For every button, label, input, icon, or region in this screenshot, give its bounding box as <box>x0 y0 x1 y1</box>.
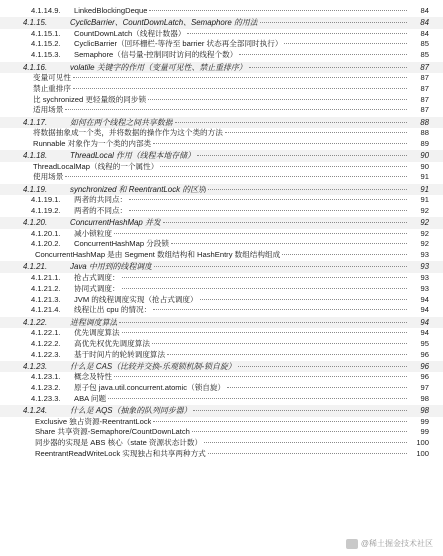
dot-leader <box>153 421 407 422</box>
toc-entry-number: 4.1.18. <box>23 151 48 161</box>
toc-entry-title: 抢占式调度： <box>74 272 120 282</box>
toc-entry-title: Share 共享资源-Semaphore/CountDownLatch <box>35 427 190 437</box>
toc-entry-title: 变量可见性 <box>33 72 71 82</box>
toc-entry-title: Java 中用到的线程调度 <box>70 262 152 272</box>
dot-leader <box>171 243 407 244</box>
toc-entry-title: 适用场景 <box>33 105 64 115</box>
toc-page-number: 88 <box>420 128 429 138</box>
toc-page-number: 93 <box>420 262 429 272</box>
toc-entry-title: CyclicBarrier、CountDownLatch、Semaphore 的用法 <box>70 18 258 28</box>
toc-entry-title: CountDownLatch（线程计数器） <box>74 28 186 38</box>
toc-entry-number: 4.1.16. <box>23 62 48 72</box>
toc-entry-title: ConcurrentHashMap 是由 Segment 数组结构和 HashEntry 数组结构组成 <box>35 250 281 260</box>
dot-leader <box>154 266 407 267</box>
toc-entry-number: 4.1.22.1. <box>31 327 61 337</box>
toc-page-number: 90 <box>420 161 429 171</box>
toc-page-number: 87 <box>420 83 429 93</box>
toc-entry[interactable] <box>0 73 443 84</box>
toc-entry-number: 4.1.19.1. <box>31 195 61 205</box>
toc-page-number: 89 <box>420 138 429 148</box>
toc-entry-number: 4.1.17. <box>23 117 48 127</box>
toc-entry-number: 4.1.15.1. <box>31 28 61 38</box>
dot-leader <box>282 254 407 255</box>
toc-entry-number: 4.1.23. <box>23 361 48 371</box>
dot-leader <box>114 233 407 234</box>
dot-leader <box>284 43 407 44</box>
toc-page-number: 91 <box>420 195 429 205</box>
toc-entry-title: 原子包 java.util.concurrent.atomic（锁自旋） <box>74 383 226 393</box>
toc-entry-title: 进程调度算法 <box>70 317 118 327</box>
toc-entry-title: ConcurrentHashMap 分段锁 <box>74 239 169 249</box>
toc-entry-number: 4.1.22.3. <box>31 349 61 359</box>
toc-page-number: 94 <box>420 317 429 327</box>
toc-page-number: 98 <box>420 406 429 416</box>
dot-leader <box>149 10 407 11</box>
toc-section-heading[interactable] <box>0 17 443 28</box>
toc-entry-title: JVM 的线程调度实现（抢占式调度） <box>74 294 198 304</box>
toc-page-number: 87 <box>420 72 429 82</box>
toc-entry-title: 同步器的实现是 ABS 核心（state 资源状态计数） <box>35 438 203 448</box>
toc-page-number: 100 <box>416 449 429 459</box>
toc-entry-title: 什么是 CAS（比较并交换-乐观锁机制-锁自旋） <box>70 361 236 371</box>
toc-entry-number: 4.1.15.2. <box>31 39 61 49</box>
toc-entry[interactable] <box>0 39 443 50</box>
toc-page-number: 93 <box>420 283 429 293</box>
toc-entry-number: 4.1.21.3. <box>31 294 61 304</box>
toc-entry-title: 线程让出 cpu 的情况： <box>74 305 152 315</box>
dot-leader <box>208 453 407 454</box>
toc-page-number: 91 <box>420 172 429 182</box>
toc-entry-number: 4.1.19. <box>23 184 48 194</box>
toc-page-number: 92 <box>420 205 429 215</box>
toc-entry-title: LinkedBlockingDeque <box>74 6 148 15</box>
dot-leader <box>160 166 407 167</box>
dot-leader <box>225 132 407 133</box>
toc-page-number: 91 <box>420 184 429 194</box>
toc-entry[interactable] <box>0 372 443 383</box>
toc-entry[interactable] <box>0 6 443 17</box>
toc-page-number: 92 <box>420 228 429 238</box>
toc-section-heading[interactable] <box>0 150 443 161</box>
toc-entry-title: ABA 问题 <box>74 393 107 403</box>
toc-entry-number: 4.1.23.2. <box>31 383 61 393</box>
toc-page-number: 96 <box>420 349 429 359</box>
toc-entry[interactable] <box>0 162 443 173</box>
toc-page-number: 93 <box>420 250 429 260</box>
toc-entry-number: 4.1.24. <box>23 406 48 416</box>
toc-entry[interactable] <box>0 29 443 40</box>
toc-page-number: 96 <box>420 361 429 371</box>
toc-entry-number: 4.1.22.2. <box>31 338 61 348</box>
toc-entry[interactable] <box>0 383 443 394</box>
toc-entry-title: 两者的共同点： <box>74 195 128 205</box>
dot-leader <box>175 122 407 123</box>
toc-page-number: 93 <box>420 272 429 282</box>
toc-page-number: 94 <box>420 327 429 337</box>
toc-page-number: 94 <box>420 305 429 315</box>
toc-entry[interactable] <box>0 305 443 316</box>
toc-entry-title: volatile 关键字的作用（变量可见性、禁止重排序） <box>70 62 247 72</box>
toc-entry-number: 4.1.20. <box>23 218 48 228</box>
toc-entry[interactable] <box>0 95 443 106</box>
toc-page-number: 87 <box>420 94 429 104</box>
toc-page-number: 100 <box>416 438 429 448</box>
dot-leader <box>249 67 407 68</box>
toc-entry-title: Runnable 对象作为一个类的内部类 <box>33 138 152 148</box>
toc-entry[interactable] <box>0 206 443 217</box>
wechat-icon <box>346 539 358 549</box>
toc-entry-title: 如何在两个线程之间共享数据 <box>70 117 173 127</box>
toc-entry[interactable] <box>0 328 443 339</box>
toc-entry-title: 将数据抽象成一个类，并将数据的操作作为这个类的方法 <box>33 128 223 138</box>
toc-entry[interactable] <box>0 438 443 449</box>
dot-leader <box>153 143 407 144</box>
toc-entry[interactable] <box>0 284 443 295</box>
toc-entry-title: 基于时间片的轮转调度算法 <box>74 349 166 359</box>
toc-entry-title: 什么是 AQS（抽象的队列同步器） <box>70 406 192 416</box>
dot-leader <box>129 210 407 211</box>
dot-leader <box>65 109 407 110</box>
toc-entry[interactable] <box>0 139 443 150</box>
toc-entry[interactable] <box>0 84 443 95</box>
toc-entry-number: 4.1.21.2. <box>31 283 61 293</box>
toc-entry[interactable] <box>0 172 443 183</box>
toc-entry-number: 4.1.14.9. <box>31 6 61 15</box>
dot-leader <box>197 155 407 156</box>
dot-leader <box>122 288 407 289</box>
toc-entry-title: CyclicBarrier（回环栅栏-等待至 barrier 状态再全部同时执行） <box>74 39 283 49</box>
watermark-text: @稀土掘金技术社区 <box>360 539 433 548</box>
toc-entry-title: 使用场景 <box>33 172 64 182</box>
toc-page-number: 84 <box>420 18 429 28</box>
toc-entry-number: 4.1.22. <box>23 317 48 327</box>
toc-entry-number: 4.1.21. <box>23 262 48 272</box>
toc-page-number: 88 <box>420 117 429 127</box>
toc-entry-title: 概念及特性 <box>74 372 112 382</box>
toc-entry-number: 4.1.15. <box>23 18 48 28</box>
toc-page-number: 84 <box>420 28 429 38</box>
toc-section-heading[interactable] <box>0 361 443 372</box>
toc-entry[interactable] <box>0 295 443 306</box>
dot-leader <box>65 176 407 177</box>
dot-leader <box>119 322 407 323</box>
dot-leader <box>239 54 407 55</box>
toc-entry-number: 4.1.23.1. <box>31 372 61 382</box>
toc-entry-title: ThreadLocal 作用（线程本地存储） <box>70 151 195 161</box>
toc-entry[interactable] <box>0 339 443 350</box>
toc-entry-number: 4.1.19.2. <box>31 205 61 215</box>
toc-section-heading[interactable] <box>0 261 443 272</box>
dot-leader <box>204 442 407 443</box>
dot-leader <box>227 387 407 388</box>
toc-entry-title: ConcurrentHashMap 并发 <box>70 218 161 228</box>
toc-entry[interactable] <box>0 195 443 206</box>
toc-page-number: 96 <box>420 372 429 382</box>
toc-entry[interactable] <box>0 394 443 405</box>
toc-page-number: 97 <box>420 383 429 393</box>
toc-entry-number: 4.1.21.4. <box>31 305 61 315</box>
toc-entry[interactable] <box>0 239 443 250</box>
toc-entry-number: 4.1.20.1. <box>31 228 61 238</box>
toc-page-number: 85 <box>420 50 429 60</box>
toc-entry-title: 高优先权优先调度算法 <box>74 338 150 348</box>
toc-entry-number: 4.1.21.1. <box>31 272 61 282</box>
toc-entry-title: 禁止重排序 <box>33 83 71 93</box>
toc-entry[interactable] <box>0 229 443 240</box>
toc-entry-title: 两者的不同点： <box>74 205 128 215</box>
toc-entry-title: ThreadLocalMap（线程的一个属性） <box>33 161 159 171</box>
dot-leader <box>192 431 407 432</box>
toc-entry-title: Semaphore（信号量-控制同时访问的线程个数） <box>74 50 238 60</box>
dot-leader <box>200 299 407 300</box>
toc-entry[interactable] <box>0 449 443 460</box>
dot-leader <box>148 99 407 100</box>
toc-page-number: 98 <box>420 393 429 403</box>
toc-entry[interactable] <box>0 273 443 284</box>
toc-page-number: 92 <box>420 239 429 249</box>
toc-section-heading[interactable] <box>0 217 443 228</box>
toc-section-heading[interactable] <box>0 184 443 195</box>
toc-page-number: 99 <box>420 416 429 426</box>
toc-page-number: 94 <box>420 294 429 304</box>
dot-leader <box>193 410 407 411</box>
toc-page-number: 85 <box>420 39 429 49</box>
toc-entry[interactable] <box>0 105 443 116</box>
toc-entry-number: 4.1.15.3. <box>31 50 61 60</box>
dot-leader <box>73 77 407 78</box>
toc-entry-number: 4.1.20.2. <box>31 239 61 249</box>
toc-section-heading[interactable] <box>0 405 443 416</box>
dot-leader <box>122 332 407 333</box>
toc-entry-title: 优先调度算法 <box>74 327 120 337</box>
toc-entry-title: 协同式调度： <box>74 283 120 293</box>
dot-leader <box>153 309 407 310</box>
dot-leader <box>152 343 407 344</box>
watermark <box>346 538 433 549</box>
toc-entry[interactable] <box>0 250 443 261</box>
toc-page-number: 92 <box>420 218 429 228</box>
toc-entry[interactable] <box>0 427 443 438</box>
dot-leader <box>238 366 407 367</box>
toc-page-number: 87 <box>420 62 429 72</box>
toc-page-number: 99 <box>420 427 429 437</box>
toc-page-number: 84 <box>420 6 429 15</box>
toc-section-heading[interactable] <box>0 317 443 328</box>
toc-entry[interactable] <box>0 50 443 61</box>
toc-entry[interactable] <box>0 350 443 361</box>
dot-leader <box>108 398 407 399</box>
toc-page-number: 95 <box>420 338 429 348</box>
dot-leader <box>260 22 407 23</box>
toc-entry-title: 减小锁粒度 <box>74 228 112 238</box>
dot-leader <box>163 222 407 223</box>
dot-leader <box>187 33 407 34</box>
dot-leader <box>167 354 407 355</box>
dot-leader <box>73 88 407 89</box>
toc-entry[interactable] <box>0 417 443 428</box>
toc-entry-title: ReentrantReadWriteLock 实现独占和共享两种方式 <box>35 449 206 459</box>
dot-leader <box>129 199 407 200</box>
toc-entry-title: 比 sychronized 更轻量级的同步锁 <box>33 94 147 104</box>
dot-leader <box>114 376 407 377</box>
toc-entry-title: synchronized 和 ReentrantLock 的区别 <box>70 184 206 194</box>
toc-page-number: 87 <box>420 105 429 115</box>
dot-leader <box>208 189 407 190</box>
toc-entry-title: Exclusive 独占资源-ReentrantLock <box>35 416 152 426</box>
toc-entry-number: 4.1.23.3. <box>31 393 61 403</box>
dot-leader <box>122 277 407 278</box>
toc-section-heading[interactable] <box>0 117 443 128</box>
toc-section-heading[interactable] <box>0 62 443 73</box>
toc-entry[interactable] <box>0 128 443 139</box>
toc-page-number: 90 <box>420 151 429 161</box>
